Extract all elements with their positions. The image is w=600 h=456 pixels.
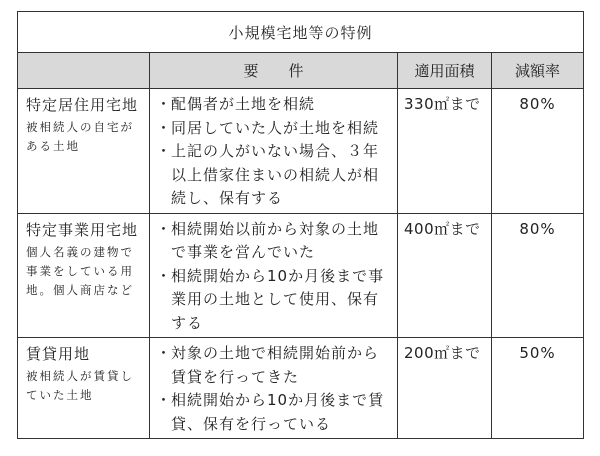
list-item: ・ 対象の土地で相続開始前から賃貸を行ってきた — [156, 344, 380, 386]
category-description: 被相続人の自宅がある土地 — [26, 120, 134, 153]
rate-cell: 80% — [492, 89, 584, 214]
table-title: 小規模宅地等の特例 — [18, 12, 584, 53]
rate-cell: 50% — [492, 338, 584, 439]
area-cell: 330㎡まで — [398, 89, 492, 214]
category-description: 被相続人が賃貸していた土地 — [26, 369, 134, 402]
list-item: ・ 相続開始から10か月後まで事業用の土地として使用、保有する — [156, 266, 385, 332]
list-item: ・ 配偶者が土地を相続 — [156, 95, 316, 113]
list-item: ・ 相続開始から10か月後まで賃貸、保有を行っている — [156, 391, 385, 433]
category-name: 特定居住用宅地 — [26, 96, 139, 114]
requirements-cell — [150, 213, 398, 338]
category-cell — [18, 338, 150, 439]
list-item: ・ 相続開始以前から対象の土地で事業を営んでいた — [156, 219, 380, 261]
rate-cell: 80% — [492, 213, 584, 338]
area-cell: 200㎡まで — [398, 338, 492, 439]
category-description: 個人名義の建物で事業をしている用地。個人商店など — [26, 244, 134, 297]
header-requirements: 要 件 — [150, 53, 398, 89]
requirements-cell — [150, 338, 398, 439]
header-rate: 減額率 — [492, 53, 584, 89]
header-row — [18, 53, 584, 89]
category-name: 賃貸用地 — [26, 345, 91, 363]
list-item: ・ 上記の人がいない場合、３年以上借家住まいの相続人が相続し、保有する — [156, 142, 380, 207]
table-row — [18, 213, 584, 338]
requirements-cell — [150, 89, 398, 214]
category-cell — [18, 89, 150, 214]
small-residential-land-table — [17, 11, 584, 439]
category-name: 特定事業用宅地 — [26, 220, 139, 239]
header-category — [18, 53, 150, 89]
header-area: 適用面積 — [398, 53, 492, 89]
table-row — [18, 89, 584, 214]
tax-table-container — [17, 11, 583, 439]
area-cell: 400㎡まで — [398, 213, 492, 338]
table-row — [18, 338, 584, 439]
category-cell — [18, 213, 150, 338]
list-item: ・ 同居していた人が土地を相続 — [156, 118, 380, 137]
